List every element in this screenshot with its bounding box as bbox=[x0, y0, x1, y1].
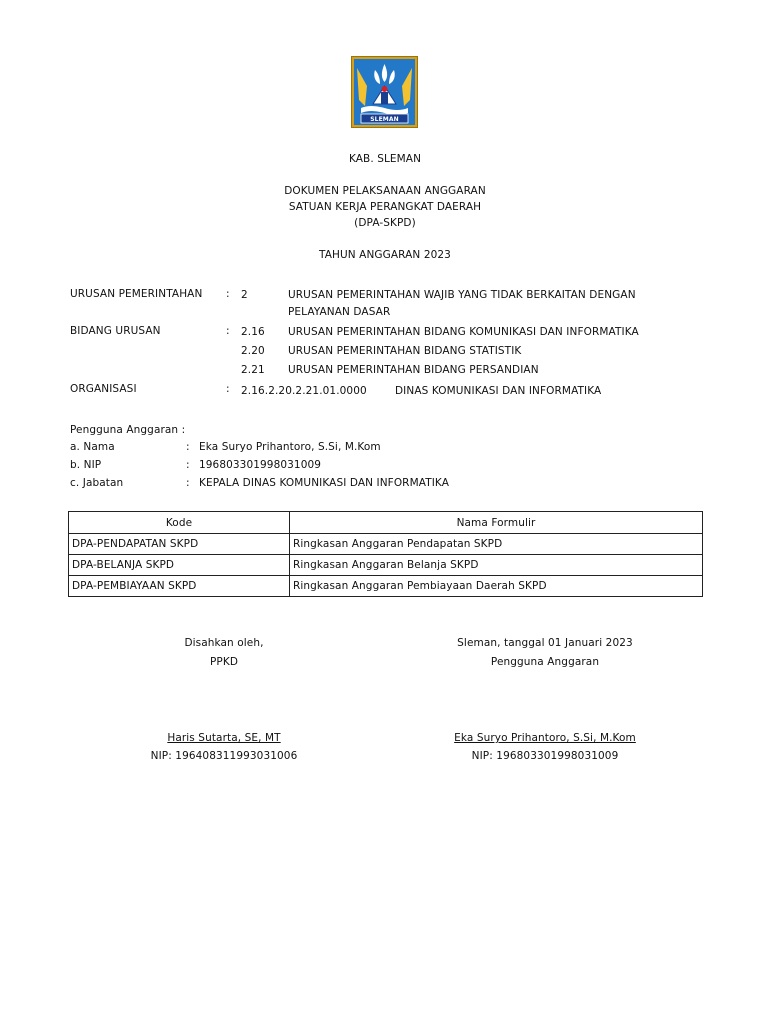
sleman-regency-logo bbox=[351, 56, 418, 128]
formulir-table bbox=[68, 511, 703, 597]
bidang-desc: URUSAN PEMERINTAHAN BIDANG PERSANDIAN bbox=[288, 364, 539, 376]
document-title-line3: (DPA-SKPD) bbox=[354, 217, 416, 229]
urusan-label: URUSAN PEMERINTAHAN bbox=[70, 288, 203, 300]
table-cell-nama: Ringkasan Anggaran Pendapatan SKPD bbox=[290, 534, 703, 555]
organisasi-desc: DINAS KOMUNIKASI DAN INFORMATIKA bbox=[395, 385, 602, 397]
pengguna-row-value: KEPALA DINAS KOMUNIKASI DAN INFORMATIKA bbox=[199, 477, 449, 489]
bidang-code: 2.21 bbox=[241, 364, 265, 376]
right-signatory-nip: NIP: 196803301998031009 bbox=[471, 750, 619, 762]
urusan-colon: : bbox=[226, 288, 230, 300]
pengguna-row-colon: : bbox=[186, 477, 190, 489]
pengguna-row-label: b. NIP bbox=[70, 459, 102, 471]
pengguna-row-value: 196803301998031009 bbox=[199, 459, 322, 471]
right-signature-line1: Sleman, tanggal 01 Januari 2023 bbox=[457, 637, 633, 649]
bidang-label: BIDANG URUSAN bbox=[70, 325, 161, 337]
urusan-code: 2 bbox=[241, 289, 248, 301]
left-signatory-nip: NIP: 196408311993031006 bbox=[150, 750, 298, 762]
table-cell-kode: DPA-PEMBIAYAAN SKPD bbox=[69, 576, 290, 597]
budget-year: TAHUN ANGGARAN 2023 bbox=[319, 249, 451, 261]
organisasi-code: 2.16.2.20.2.21.01.0000 bbox=[241, 385, 367, 397]
right-signature-line2: Pengguna Anggaran bbox=[490, 656, 600, 668]
column-header-nama-formulir: Nama Formulir bbox=[290, 512, 703, 534]
region-name: KAB. SLEMAN bbox=[348, 153, 422, 165]
document-header bbox=[0, 151, 770, 263]
table-cell-nama: Ringkasan Anggaran Pembiayaan Daerah SKPD bbox=[290, 576, 703, 597]
organisasi-label: ORGANISASI bbox=[70, 383, 137, 395]
pengguna-row-label: c. Jabatan bbox=[70, 477, 124, 489]
left-signatory-name bbox=[124, 732, 324, 744]
document-title-line2: SATUAN KERJA PERANGKAT DAERAH bbox=[288, 201, 482, 213]
table-header-row bbox=[69, 512, 703, 534]
column-header-kode: Kode bbox=[69, 512, 290, 534]
left-signature-line2: PPKD bbox=[209, 656, 239, 668]
left-signature-line1: Disahkan oleh, bbox=[184, 637, 264, 649]
right-signatory-name bbox=[425, 732, 665, 744]
pengguna-heading: Pengguna Anggaran : bbox=[70, 424, 186, 436]
left-signatory-name-text: Haris Sutarta, SE, MT bbox=[167, 732, 281, 744]
bidang-desc: URUSAN PEMERINTAHAN BIDANG STATISTIK bbox=[288, 345, 522, 357]
pengguna-row-colon: : bbox=[186, 441, 190, 453]
document-title-line1: DOKUMEN PELAKSANAAN ANGGARAN bbox=[284, 185, 486, 197]
bidang-colon: : bbox=[226, 325, 230, 337]
organisasi-colon: : bbox=[226, 383, 230, 395]
pengguna-row-label: a. Nama bbox=[70, 441, 115, 453]
bidang-desc: URUSAN PEMERINTAHAN BIDANG KOMUNIKASI DAN INFORMATIKA bbox=[288, 326, 639, 338]
pengguna-row-colon: : bbox=[186, 459, 190, 471]
logo-banner-text: SLEMAN bbox=[370, 116, 399, 123]
bidang-code: 2.16 bbox=[241, 326, 265, 338]
urusan-desc-line1: URUSAN PEMERINTAHAN WAJIB YANG TIDAK BERKAITAN DENGAN bbox=[288, 289, 636, 301]
bidang-code: 2.20 bbox=[241, 345, 265, 357]
table-cell-kode: DPA-BELANJA SKPD bbox=[69, 555, 290, 576]
table-row bbox=[69, 576, 703, 597]
table-cell-kode: DPA-PENDAPATAN SKPD bbox=[69, 534, 290, 555]
pengguna-row-value: Eka Suryo Prihantoro, S.Si, M.Kom bbox=[199, 441, 381, 453]
table-row bbox=[69, 555, 703, 576]
table-row bbox=[69, 534, 703, 555]
table-cell-nama: Ringkasan Anggaran Belanja SKPD bbox=[290, 555, 703, 576]
urusan-desc-line2: PELAYANAN DASAR bbox=[288, 306, 391, 318]
right-signatory-name-text: Eka Suryo Prihantoro, S.Si, M.Kom bbox=[454, 732, 636, 744]
